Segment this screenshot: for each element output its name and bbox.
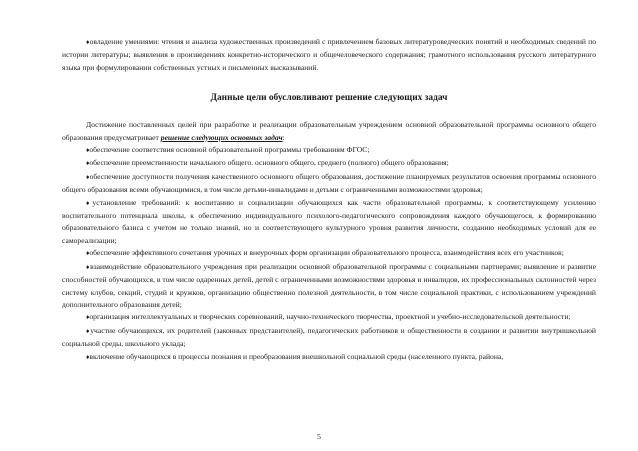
intro-bullet-paragraph: ♦ овладение умениями: чтения и анализа художественных произведений с привлечением базовых литературоведческих понятий и необходимых сведений по истории литературы; выявления в произведениях конкретно-исторического и общечеловеческого содержания; грамотного использования русского литературного языка при формулировании собственных устных и письменных высказываний. — [62, 36, 596, 74]
page-number: 5 — [317, 432, 321, 441]
list-item: ♦ участие обучающихся, их родителей (законных представителей), педагогических работников и общественности в создании и развитии внутришкольной социальной среды, школьного уклада; — [62, 325, 596, 351]
list-item: ♦ организация интеллектуальных и творческих соревнований, научно-технического творчества, проектной и учебно-исследовательской деятельности; — [62, 311, 596, 324]
intro-text: Достижение поставленных целей при разработке и реализации образовательным учреждением основной образовательной программы основного общего образования предусматривает — [62, 120, 596, 142]
intro-colon: : — [282, 132, 285, 142]
task-list — [62, 144, 596, 364]
list-item: ♦ обеспечение преемственности начального общего. основного общего, среднего (полного) общего образования; — [62, 157, 596, 170]
section-heading: Данные цели обусловливают решение следующих задач — [210, 93, 448, 104]
document-body — [62, 36, 596, 364]
list-item: ♦ включение обучающихся в процессы познания и преобразования внешкольной социальной среды (населенного пункта, района, — [62, 351, 596, 364]
list-item: ♦ установление требований: к воспитанию и социализации обучающихся как части образовательной программы, к соответствующему усилению воспитательного потенциала школы, к обеспечению индивидуального психолого-педагогического сопровождения каждого обучающегося, к формированию образовательного базиса с учетом не только знаний, но и соответствующего культурного уровня развития личности, созданию необходимых условий для ее самореализации; — [62, 197, 596, 248]
list-item: ♦ обеспечение доступности получения качественного основного общего образования, достижение планируемых результатов освоения программы основного общего образования всеми обучающимися, в том числе детьми-инвалидами и детьми с ограниченными возможностями здоровья; — [62, 171, 596, 197]
intro-emphasis: решение следующих основных задач — [160, 132, 283, 142]
list-item: ♦ взаимодействие образовательного учреждения при реализации основной образовательной программы с социальными партнерами; выявление и развитие способностей обучающихся, в том числе одаренных детей, детей с ограниченными возможностями здоровья и инвалидов, их профессиональных склонностей через систему клубов, секций, студий и кружков, организацию общественно полезной деятельности, в том числе социальной практики, с использованием учреждений дополнительного образования детей; — [62, 261, 596, 312]
intro-paragraph — [62, 119, 596, 144]
list-item: ♦ обеспечение эффективного сочетания урочных и внеурочных форм организации образовательного процесса, взаимодействия всех его участников; — [62, 247, 596, 260]
list-item: ♦ обеспечение соответствия основной образовательной программы требованиям ФГОС; — [62, 144, 596, 157]
